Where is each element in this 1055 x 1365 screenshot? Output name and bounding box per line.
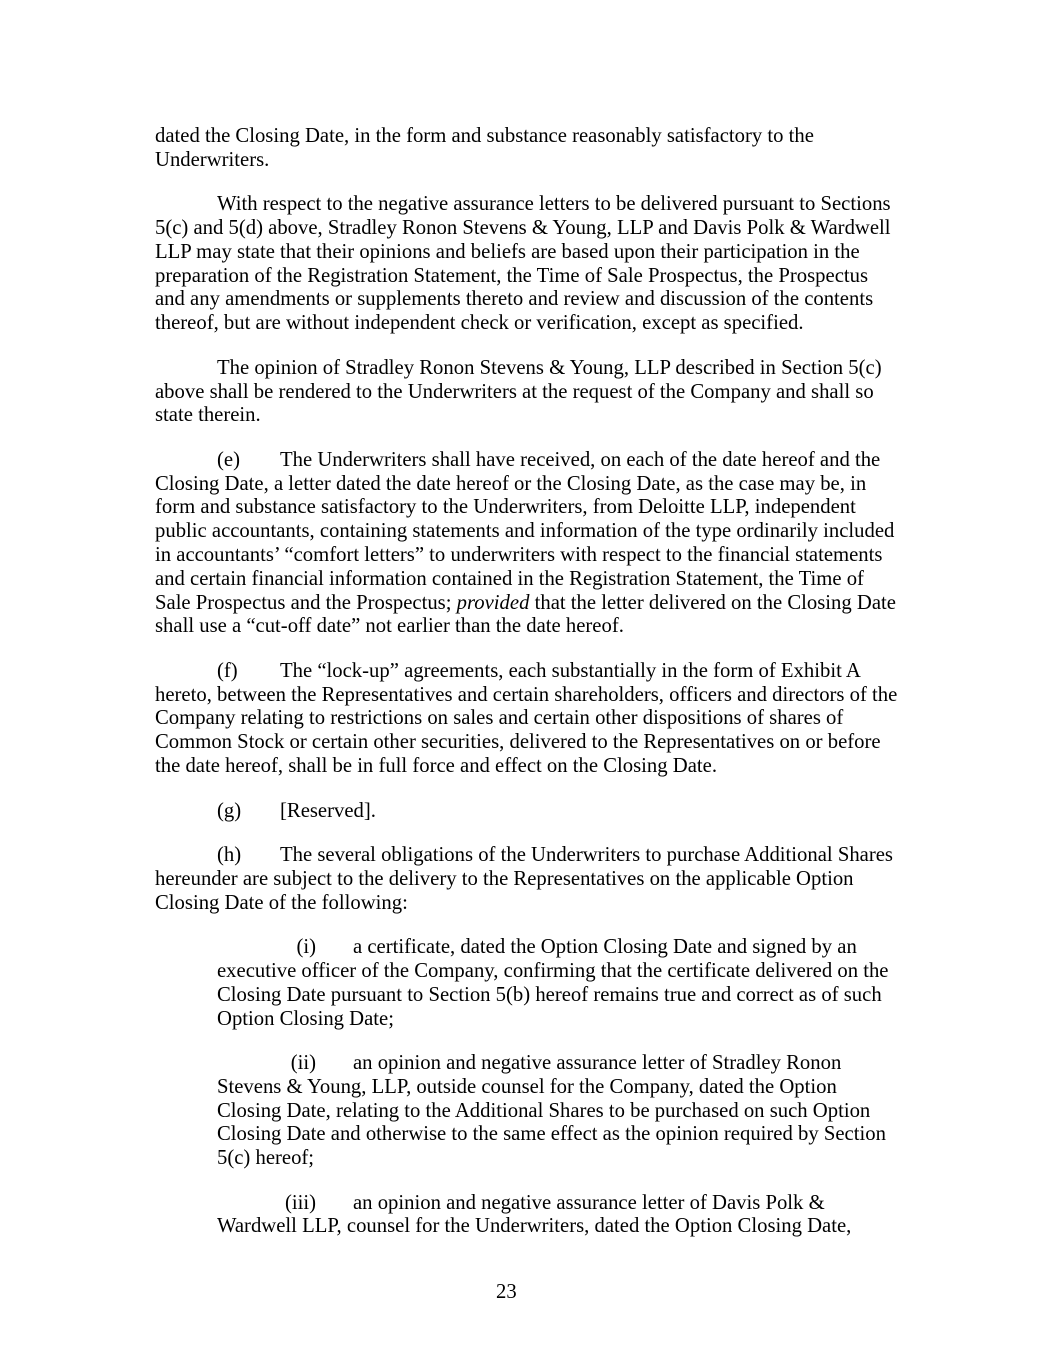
text-line: above shall be rendered to the Underwriters at the request of the Company and shall so <box>155 380 874 403</box>
text-line: Option Closing Date; <box>217 1007 394 1030</box>
text-line: The opinion of Stradley Ronon Stevens & Young, LLP described in Section 5(c) <box>217 356 882 379</box>
text-line: in accountants’ “comfort letters” to underwriters with respect to the financial statements <box>155 544 883 567</box>
text-line: dated the Closing Date, in the form and substance reasonably satisfactory to the <box>155 125 814 147</box>
text-line: 5(c) hereof; <box>217 1147 315 1170</box>
text-line: Closing Date pursuant to Section 5(b) hereof remains true and correct as of such <box>217 983 882 1006</box>
page-body <box>155 125 900 1260</box>
text-line: the date hereof, shall be in full force and effect on the Closing Date. <box>155 755 717 778</box>
italic-term: provided <box>456 591 530 614</box>
paragraph-e <box>155 449 900 639</box>
paragraph-opinion <box>155 357 900 428</box>
text-line: and any amendments or supplements thereto and review and discussion of the contents <box>155 288 874 311</box>
text-line: state therein. <box>155 404 261 427</box>
text-line <box>155 660 900 684</box>
paragraph-h <box>155 844 900 915</box>
text-line: LLP may state that their opinions and beliefs are based upon their participation in the <box>155 240 860 263</box>
page-number: 23 <box>496 1281 517 1303</box>
paragraph-continuation <box>155 125 900 173</box>
text-line: Underwriters. <box>155 148 270 171</box>
text-line: and certain financial information contained in the Registration Statement, the Time of <box>155 567 864 590</box>
text-segment: an opinion and negative assurance letter of Davis Polk & <box>353 1191 825 1214</box>
text-segment: The Underwriters shall have received, on each of the date hereof and the <box>280 448 881 471</box>
text-segment: [Reserved]. <box>280 799 376 822</box>
subparagraph-i <box>155 936 900 1031</box>
text-line: Closing Date, relating to the Additional Shares to be purchased on such Option <box>217 1099 871 1122</box>
paragraph-f <box>155 660 900 779</box>
text-line <box>155 844 900 868</box>
text-line: executive officer of the Company, confirming that the certificate delivered on the <box>217 959 889 982</box>
text-line <box>217 1192 900 1216</box>
text-line: Wardwell LLP, counsel for the Underwriters, dated the Option Closing Date, <box>217 1215 852 1238</box>
paragraph-negative-assurance <box>155 193 900 336</box>
paragraph-label: (e) <box>217 448 240 471</box>
text-line: Closing Date and otherwise to the same effect as the opinion required by Section <box>217 1123 886 1146</box>
text-line: Company relating to restrictions on sales and certain other dispositions of shares of <box>155 707 844 730</box>
subparagraph-label: (iii) <box>284 1191 316 1214</box>
text-segment: The “lock-up” agreements, each substantially in the form of Exhibit A <box>280 659 861 682</box>
text-line: shall use a “cut-off date” not earlier than the date hereof. <box>155 615 624 638</box>
text-line: form and substance satisfactory to the Underwriters, from Deloitte LLP, independent <box>155 496 856 519</box>
subparagraph-iii <box>155 1192 900 1240</box>
text-line: Stevens & Young, LLP, outside counsel for the Company, dated the Option <box>217 1075 837 1098</box>
paragraph-label: (f) <box>217 659 238 682</box>
text-segment: an opinion and negative assurance letter of Stradley Ronon <box>353 1052 842 1074</box>
text-line <box>217 1052 900 1076</box>
text-line <box>155 592 900 616</box>
text-segment: Sale Prospectus and the Prospectus; <box>155 591 457 614</box>
subparagraph-label: (i) <box>296 936 316 959</box>
text-line: 5(c) and 5(d) above, Stradley Ronon Stevens & Young, LLP and Davis Polk & Wardwell <box>155 217 891 240</box>
subparagraph-ii <box>155 1052 900 1171</box>
text-line: public accountants, containing statements and information of the type ordinarily included <box>155 520 895 543</box>
text-line: Closing Date, a letter dated the date hereof or the Closing Date, as the case may be, in <box>155 472 867 495</box>
text-line: Common Stock or certain other securities, delivered to the Representatives on or before <box>155 731 881 754</box>
text-line: hereunder are subject to the delivery to the Representatives on the applicable Option <box>155 867 854 890</box>
text-line <box>217 936 900 960</box>
paragraph-label: (h) <box>217 844 242 867</box>
text-line: preparation of the Registration Statement, the Time of Sale Prospectus, the Prospectus <box>155 264 869 287</box>
text-line: hereto, between the Representatives and certain shareholders, officers and directors of the <box>155 683 898 706</box>
text-segment: The several obligations of the Underwriters to purchase Additional Shares <box>280 844 893 867</box>
text-line: With respect to the negative assurance letters to be delivered pursuant to Sections <box>217 193 891 216</box>
text-segment: a certificate, dated the Option Closing Date and signed by an <box>353 936 857 959</box>
text-segment: that the letter delivered on the Closing Date <box>529 591 896 614</box>
text-line: Closing Date of the following: <box>155 891 408 914</box>
text-line <box>155 449 900 473</box>
paragraph-g <box>155 800 900 824</box>
text-line: thereof, but are without independent check or verification, except as specified. <box>155 312 804 335</box>
paragraph-label: (g) <box>217 799 242 822</box>
text-line <box>155 800 900 824</box>
subparagraph-label: (ii) <box>290 1052 316 1074</box>
